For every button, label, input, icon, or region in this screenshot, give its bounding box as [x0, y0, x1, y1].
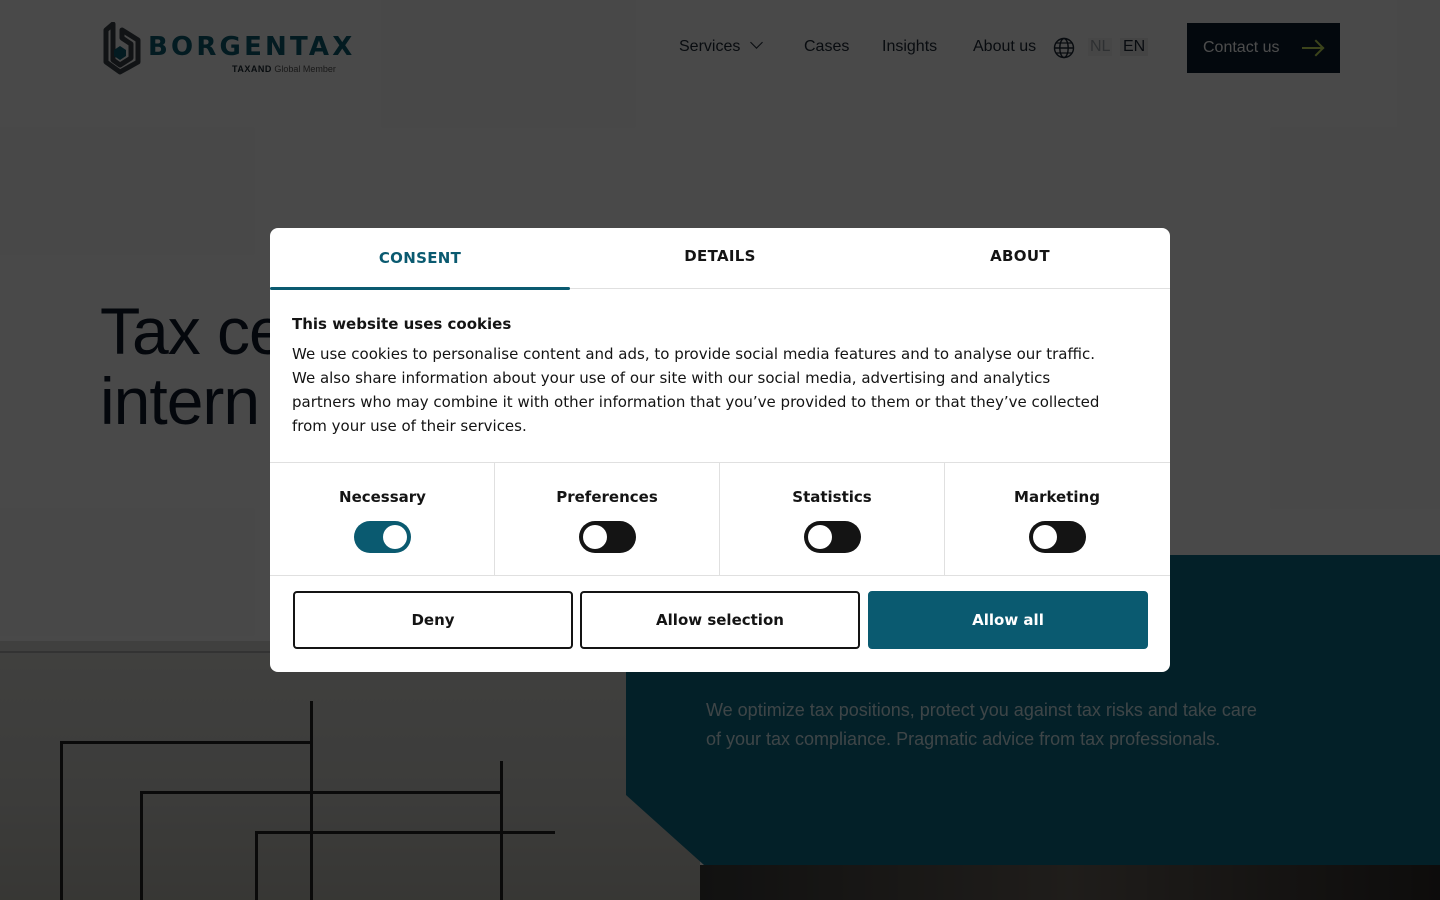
category-necessary-label: Necessary — [339, 488, 426, 506]
toggle-knob — [583, 525, 607, 549]
necessary-toggle[interactable] — [354, 521, 411, 553]
cookie-categories — [270, 462, 1170, 576]
toggle-knob — [1033, 525, 1057, 549]
category-statistics — [719, 463, 944, 576]
cookie-description: We use cookies to personalise content and ads, to provide social media features and to analyse our traffic. We also share information about your use of our site with our social media, advertising and analytics partners who may combine it with other information that you’ve provided to them or that they’ve collected from your use of their services. — [292, 345, 1100, 435]
marketing-toggle[interactable] — [1029, 521, 1086, 553]
category-necessary — [270, 463, 495, 576]
tab-consent[interactable]: CONSENT — [270, 228, 570, 289]
cookie-title: This website uses cookies — [292, 315, 512, 333]
preferences-toggle[interactable] — [579, 521, 636, 553]
cookie-tabs — [270, 228, 1170, 289]
category-preferences-label: Preferences — [556, 488, 658, 506]
cookie-consent-dialog — [270, 228, 1170, 672]
statistics-toggle[interactable] — [804, 521, 861, 553]
category-marketing-label: Marketing — [1014, 488, 1100, 506]
deny-button[interactable]: Deny — [293, 591, 573, 649]
toggle-knob — [383, 525, 407, 549]
allow-selection-button[interactable]: Allow selection — [580, 591, 860, 649]
allow-all-button[interactable]: Allow all — [868, 591, 1148, 649]
toggle-knob — [808, 525, 832, 549]
tab-about[interactable]: ABOUT — [990, 247, 1050, 265]
category-preferences — [494, 463, 719, 576]
tab-details[interactable]: DETAILS — [684, 247, 756, 265]
category-marketing — [944, 463, 1169, 576]
category-statistics-label: Statistics — [792, 488, 872, 506]
